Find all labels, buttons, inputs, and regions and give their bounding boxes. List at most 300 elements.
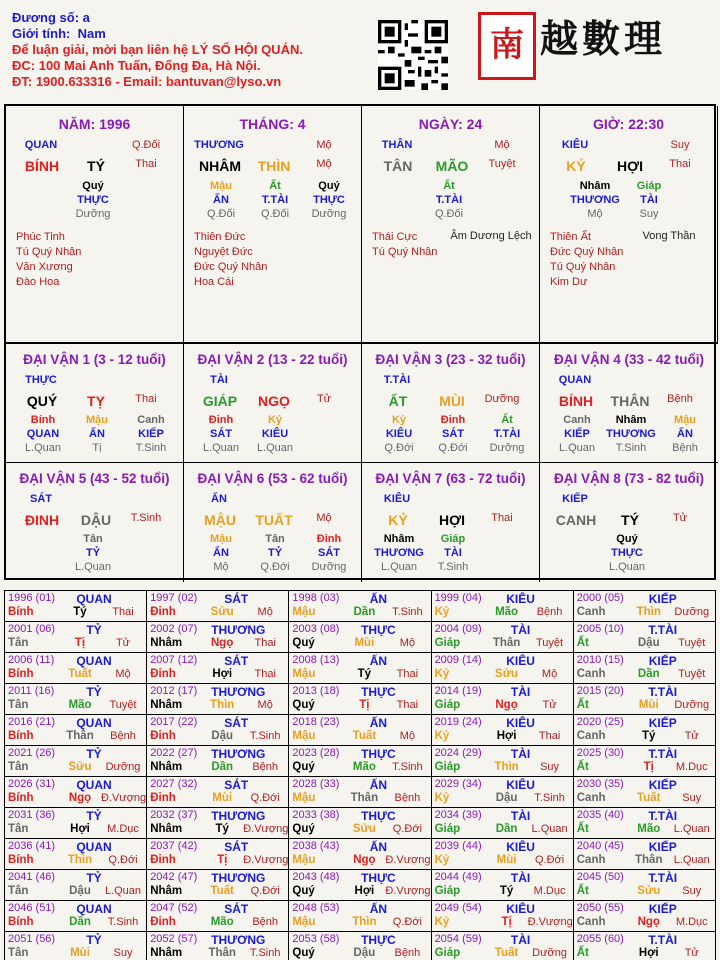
- year-phase: Suy: [113, 947, 133, 959]
- year-cell: [431, 808, 573, 839]
- year-phase: Đ.Vượng: [385, 854, 431, 866]
- year-label: 2049 (54): [434, 902, 482, 914]
- year-chi: Mùi: [638, 699, 659, 711]
- year-phase: Đ.Vượng: [243, 823, 289, 835]
- year-cell: [5, 870, 147, 901]
- year-cell: [147, 591, 289, 622]
- year-label: 2043 (48): [292, 871, 340, 883]
- year-phase: Suy: [682, 885, 702, 897]
- hidden-phase: Tị: [92, 442, 102, 454]
- year-thapthan: TÀI: [510, 809, 531, 823]
- dai-van-thapthan: ẤN: [211, 493, 227, 505]
- year-cell: [431, 932, 573, 960]
- hidden-stem: Mậu: [210, 180, 232, 192]
- dai-van-title: ĐẠI VẬN 1 (3 - 12 tuổi): [23, 352, 166, 367]
- year-chi: Tị: [359, 699, 370, 711]
- year-phase: Mộ: [257, 699, 273, 711]
- year-cell-inner: [289, 932, 430, 960]
- year-chi: Sửu: [210, 606, 234, 618]
- year-label: 2031 (36): [8, 809, 56, 821]
- dai-van-title: ĐẠI VẬN 7 (63 - 72 tuổi): [375, 471, 526, 486]
- year-cell-inner: [147, 808, 288, 838]
- year-phase: Thai: [112, 606, 134, 618]
- hidden-phase: T.Sinh: [437, 561, 469, 573]
- year-label: 2055 (60): [576, 933, 624, 945]
- hidden-phase: L.Quan: [608, 561, 646, 573]
- year-thapthan: SÁT: [224, 778, 249, 792]
- year-cell-inner: [432, 777, 573, 807]
- year-can: Kỷ: [434, 606, 450, 618]
- year-cell-inner: [289, 901, 430, 931]
- year-label: 1996 (01): [8, 592, 56, 604]
- hidden-stem: Đinh: [440, 414, 466, 426]
- year-phase: Tử: [684, 730, 699, 742]
- gioi-tinh-value: Nam: [77, 26, 106, 41]
- hidden-phase: L.Quan: [256, 442, 294, 454]
- year-chi: Hợi: [638, 947, 659, 959]
- year-label: 2036 (41): [8, 840, 56, 852]
- dai-van-title: ĐẠI VẬN 4 (33 - 42 tuổi): [553, 352, 705, 367]
- year-can: Đinh: [150, 668, 176, 680]
- year-chi: Dậu: [495, 792, 518, 804]
- year-cell-inner: [432, 932, 573, 960]
- hidden-thapthan: SÁT: [318, 547, 340, 559]
- dai-van-cell: [184, 463, 362, 582]
- year-phase: Bệnh: [394, 792, 421, 804]
- year-cell: [147, 746, 289, 777]
- pillar-thapthan-can: KIÊU: [561, 139, 589, 151]
- year-label: 2032 (37): [150, 809, 198, 821]
- year-can: Mậu: [292, 792, 316, 804]
- dai-van-title: ĐẠI VẬN 6 (53 - 62 tuổi): [197, 471, 348, 486]
- year-cell: [431, 622, 573, 653]
- year-cell: [5, 684, 147, 715]
- year-phase: Bệnh: [394, 947, 421, 959]
- year-chi: Mùi: [354, 637, 375, 649]
- year-phase: Thai: [396, 699, 419, 711]
- year-chi: Dậu: [353, 947, 376, 959]
- year-chi: Dần: [495, 823, 518, 835]
- year-can: Ất: [576, 885, 589, 897]
- hidden-stem: Mậu: [674, 414, 696, 426]
- year-can: Giáp: [434, 885, 461, 897]
- year-label: 2030 (35): [576, 778, 624, 790]
- dai-van-phase: T.Sinh: [130, 512, 162, 524]
- year-can: Mậu: [292, 606, 316, 618]
- year-cell-inner: [574, 870, 715, 900]
- pillar-phase: Mộ: [316, 158, 332, 170]
- year-chi: Tị: [74, 637, 86, 649]
- year-cell: [431, 870, 573, 901]
- year-can: Nhâm: [150, 761, 183, 773]
- dai-van-can: KỶ: [388, 512, 408, 528]
- pillar-chi: MÃO: [435, 158, 469, 174]
- table-row: [5, 901, 716, 932]
- logo-text: 越數理: [540, 16, 667, 61]
- table-row: [5, 839, 716, 870]
- year-cell-inner: [147, 684, 288, 714]
- year-cell-inner: [147, 715, 288, 745]
- dai-van-thapthan: SÁT: [30, 493, 52, 505]
- year-chi: Thân: [492, 637, 521, 649]
- year-thapthan: TÀI: [510, 933, 531, 947]
- year-thapthan: THƯƠNG: [211, 623, 266, 637]
- year-thapthan: TỶ: [86, 685, 102, 699]
- hidden-thapthan: T.TÀI: [435, 194, 463, 206]
- dai-van-phase: Tử: [316, 393, 332, 405]
- pillar-can: BÍNH: [24, 158, 60, 174]
- hidden-stem: Tân: [265, 533, 285, 545]
- year-label: 2005 (10): [576, 623, 624, 635]
- year-thapthan: QUAN: [76, 716, 112, 730]
- pillar-phase: Thai: [669, 158, 691, 170]
- year-phase: T.Sinh: [534, 792, 565, 804]
- year-cell-inner: [574, 715, 715, 745]
- year-label: 2010 (15): [576, 654, 624, 666]
- dai-van-can: CANH: [555, 512, 597, 528]
- year-label: 2035 (40): [576, 809, 624, 821]
- star-item: Nguyệt Đức: [194, 246, 253, 258]
- year-cell: [289, 901, 431, 932]
- year-phase: Tử: [115, 637, 131, 649]
- year-cell-inner: [432, 870, 573, 900]
- year-cell-inner: [432, 901, 573, 931]
- year-cell-inner: [147, 932, 288, 960]
- year-thapthan: TÀI: [510, 623, 531, 637]
- dai-van-can: ẤT: [388, 393, 408, 409]
- hidden-phase: T.Sinh: [615, 442, 647, 454]
- dai-van-can: ĐINH: [24, 512, 60, 528]
- year-chi: Dần: [353, 606, 376, 618]
- year-cell: [431, 653, 573, 684]
- year-label: 2016 (21): [8, 716, 56, 728]
- hidden-stem: Nhâm: [615, 414, 647, 426]
- star-item: Tú Quý Nhân: [16, 246, 82, 258]
- year-can: Canh: [576, 792, 606, 804]
- year-label: 2044 (49): [434, 871, 482, 883]
- year-cell-inner: [289, 653, 430, 683]
- star-item: Tú Quý Nhân: [372, 246, 438, 258]
- year-chi: Sửu: [68, 761, 92, 773]
- hidden-phase: Q.Đối: [260, 208, 290, 220]
- year-cell: [289, 684, 431, 715]
- year-phase: Tuyệt: [678, 668, 706, 680]
- dai-van-title: ĐẠI VẬN 2 (13 - 22 tuổi): [197, 352, 348, 367]
- year-label: 2020 (25): [576, 716, 624, 728]
- year-can: Mậu: [292, 668, 316, 680]
- duong-so-value: a: [82, 10, 90, 25]
- pillar-can: TÂN: [383, 158, 413, 174]
- year-label: 2017 (22): [150, 716, 198, 728]
- year-thapthan: T.TÀI: [648, 685, 678, 699]
- year-cell-inner: [5, 715, 146, 745]
- year-chi: Mùi: [70, 947, 90, 959]
- year-can: Quý: [292, 947, 315, 959]
- year-phase: Đ.Vượng: [385, 885, 431, 897]
- year-can: Quý: [292, 885, 315, 897]
- year-chi: Hợi: [212, 668, 233, 680]
- year-label: 2021 (26): [8, 747, 56, 759]
- year-cell: [573, 839, 715, 870]
- year-phase: Tử: [542, 699, 557, 711]
- year-label: 2042 (47): [150, 871, 198, 883]
- star-item-right: Âm Dương Lệch: [450, 230, 532, 242]
- year-phase: M.Dục: [675, 916, 708, 928]
- year-phase: Đ.Vượng: [243, 854, 289, 866]
- year-label: 2039 (44): [434, 840, 482, 852]
- contact-line-1: Để luận giải, mời bạn liên hệ LÝ SỐ HỘI QUÁN.: [12, 42, 303, 57]
- hidden-stem: Nhâm: [579, 180, 611, 192]
- star-item: Phúc Tinh: [16, 231, 65, 243]
- year-thapthan: THƯƠNG: [211, 809, 266, 823]
- contact-line-2: ĐC: 100 Mai Anh Tuấn, Đống Đa, Hà Nội.: [12, 58, 261, 73]
- year-thapthan: KIẾP: [648, 840, 677, 854]
- year-cell: [289, 870, 431, 901]
- year-phase: Mộ: [257, 606, 273, 618]
- year-label: 1999 (04): [434, 592, 482, 604]
- year-can: Bính: [8, 916, 34, 928]
- star-item: Thiên Đức: [194, 231, 246, 243]
- dai-van-thapthan: T.TÀI: [383, 374, 411, 386]
- year-cell-inner: [574, 901, 715, 931]
- hidden-thapthan: THỰC: [77, 194, 109, 206]
- year-phase: L.Quan: [673, 854, 710, 866]
- year-label: 2026 (31): [8, 778, 56, 790]
- year-label: 2001 (06): [8, 623, 56, 635]
- year-label: 2027 (32): [150, 778, 198, 790]
- year-thapthan: TỶ: [86, 623, 102, 637]
- year-cell: [431, 715, 573, 746]
- year-cell-inner: [147, 622, 288, 652]
- year-cell-inner: [289, 870, 430, 900]
- year-cell: [573, 932, 715, 960]
- year-phase: Mộ: [115, 668, 131, 680]
- dai-van-chi: NGỌ: [258, 393, 290, 409]
- year-label: 2048 (53): [292, 902, 340, 914]
- pillar-title: NGÀY: 24: [418, 116, 483, 132]
- year-label: 2004 (09): [434, 623, 482, 635]
- hidden-phase: Dưỡng: [311, 561, 347, 573]
- seal-stamp: 南: [478, 12, 536, 80]
- hidden-stem: Đinh: [208, 414, 234, 426]
- hidden-phase: Q.Đới: [438, 442, 468, 454]
- year-cell-inner: [147, 746, 288, 776]
- annual-luck-table: [4, 590, 716, 960]
- hidden-stem: Giáp: [636, 180, 662, 192]
- year-cell-inner: [574, 932, 715, 960]
- hidden-phase: Q.Đới: [260, 561, 290, 573]
- year-cell-inner: [5, 622, 146, 652]
- year-thapthan: ẤN: [369, 840, 388, 854]
- year-cell-inner: [5, 870, 146, 900]
- year-chi: Thìn: [494, 761, 519, 773]
- year-can: Kỷ: [434, 916, 450, 928]
- hidden-thapthan: ẤN: [213, 194, 229, 206]
- stars-list: [372, 230, 437, 260]
- hidden-thapthan: KIẾP: [138, 428, 164, 440]
- dai-van-phase: Tử: [672, 512, 688, 524]
- year-label: 2054 (59): [434, 933, 482, 945]
- year-can: Bính: [8, 730, 34, 742]
- dai-van-thapthan: QUAN: [558, 374, 592, 386]
- dai-van-phase: Bệnh: [667, 393, 693, 405]
- year-cell-inner: [432, 653, 573, 683]
- year-cell-inner: [432, 746, 573, 776]
- year-phase: Suy: [682, 792, 702, 804]
- year-phase: Mộ: [541, 668, 558, 680]
- year-cell-inner: [432, 684, 573, 714]
- dai-van-title: ĐẠI VẬN 5 (43 - 52 tuổi): [19, 471, 170, 486]
- year-cell: [5, 839, 147, 870]
- year-thapthan: THƯƠNG: [211, 685, 266, 699]
- year-cell-inner: [574, 777, 715, 807]
- table-row: [5, 715, 716, 746]
- year-can: Giáp: [434, 761, 461, 773]
- year-phase: L.Quan: [673, 823, 710, 835]
- year-chi: Hợi: [70, 823, 90, 835]
- hidden-thapthan: ẤN: [677, 428, 693, 440]
- hidden-phase: Dưỡng: [75, 208, 111, 220]
- year-phase: T.Sinh: [392, 606, 423, 618]
- year-thapthan: TỶ: [86, 809, 102, 823]
- year-cell: [573, 870, 715, 901]
- hidden-stem: Kỷ: [267, 414, 283, 426]
- hidden-thapthan: THƯƠNG: [374, 547, 424, 559]
- year-chi: Dần: [211, 761, 234, 773]
- year-cell: [5, 777, 147, 808]
- hidden-stem: Nhâm: [383, 533, 415, 545]
- year-can: Tân: [8, 699, 29, 711]
- year-can: Mậu: [292, 916, 316, 928]
- year-can: Bính: [8, 792, 34, 804]
- year-thapthan: T.TÀI: [648, 871, 678, 885]
- year-label: 2022 (27): [150, 747, 198, 759]
- year-thapthan: THỰC: [361, 809, 396, 823]
- year-phase: Suy: [540, 761, 560, 773]
- year-can: Kỷ: [434, 730, 450, 742]
- year-chi: Tị: [501, 916, 512, 928]
- year-cell: [573, 746, 715, 777]
- year-chi: Thìn: [67, 854, 93, 866]
- pillar-phase-top: Mộ: [494, 139, 510, 151]
- year-can: Kỷ: [434, 792, 450, 804]
- year-can: Ất: [576, 823, 589, 835]
- year-thapthan: QUAN: [76, 592, 112, 606]
- year-thapthan: KIÊU: [506, 778, 535, 792]
- year-phase: Mộ: [399, 637, 416, 649]
- year-phase: M.Dục: [533, 885, 566, 897]
- pillar-chi: TÝ: [87, 158, 105, 174]
- year-can: Nhâm: [150, 885, 183, 897]
- year-label: 1998 (03): [292, 592, 340, 604]
- year-cell-inner: [147, 653, 288, 683]
- year-can: Kỷ: [434, 854, 450, 866]
- star-item: Đào Hoa: [16, 276, 60, 288]
- year-cell: [289, 715, 431, 746]
- year-phase: Dưỡng: [674, 606, 710, 618]
- hidden-thapthan: SÁT: [442, 428, 464, 440]
- star-item: Thái Cực: [372, 231, 418, 243]
- year-phase: Đ.Vượng: [101, 792, 147, 804]
- year-chi: Ngọ: [353, 854, 376, 866]
- hidden-phase: Q.Đối: [206, 208, 236, 220]
- year-cell-inner: [5, 839, 146, 869]
- dai-van-chi: DẬU: [80, 512, 112, 528]
- year-label: 2050 (55): [576, 902, 624, 914]
- year-chi: Thân: [350, 792, 379, 804]
- star-item: Đức Quý Nhân: [550, 246, 624, 258]
- year-cell: [289, 839, 431, 870]
- year-cell: [573, 777, 715, 808]
- hidden-stem: Quý: [318, 180, 340, 192]
- year-thapthan: SÁT: [224, 902, 249, 916]
- pillar-phase-top: Mộ: [316, 139, 332, 151]
- year-label: 2018 (23): [292, 716, 340, 728]
- dai-van-cell: [362, 344, 540, 463]
- year-thapthan: KIẾP: [648, 902, 677, 916]
- year-cell: [573, 591, 715, 622]
- dai-van-can: QUÝ: [26, 393, 58, 409]
- year-cell-inner: [432, 839, 573, 869]
- year-thapthan: KIẾP: [648, 716, 677, 730]
- year-can: Giáp: [434, 823, 461, 835]
- year-phase: Q.Đới: [108, 854, 138, 866]
- year-label: 2003 (08): [292, 623, 340, 635]
- dai-van-thapthan: TÀI: [210, 374, 228, 386]
- year-phase: Bệnh: [536, 606, 563, 618]
- year-cell: [5, 808, 147, 839]
- year-can: Tân: [8, 885, 29, 897]
- year-phase: Mộ: [399, 730, 416, 742]
- year-chi: Thân: [66, 730, 94, 742]
- year-can: Ất: [576, 947, 589, 959]
- year-cell-inner: [432, 622, 573, 652]
- year-chi: Ngọ: [495, 699, 518, 711]
- dai-van-can: GIÁP: [202, 393, 238, 409]
- year-cell: [147, 901, 289, 932]
- year-cell: [431, 746, 573, 777]
- year-cell: [5, 622, 147, 653]
- dai-van-can: BÍNH: [558, 393, 594, 409]
- year-cell: [147, 777, 289, 808]
- year-cell: [147, 715, 289, 746]
- year-cell: [431, 684, 573, 715]
- year-can: Canh: [576, 854, 606, 866]
- hidden-thapthan: SÁT: [210, 428, 232, 440]
- year-thapthan: TÀI: [510, 871, 531, 885]
- hidden-phase: Dưỡng: [489, 442, 525, 454]
- year-phase: Dưỡng: [105, 761, 141, 773]
- dai-van-phase: Thai: [135, 393, 157, 405]
- year-chi: Hợi: [354, 885, 375, 897]
- hidden-stem: Mậu: [86, 414, 108, 426]
- year-chi: Thìn: [352, 916, 377, 928]
- pillar-can: NHÂM: [199, 158, 241, 174]
- hidden-phase: L.Quan: [558, 442, 596, 454]
- hidden-thapthan: THỰC: [313, 194, 345, 206]
- hidden-stem: Tân: [83, 533, 103, 545]
- dai-van-cell: [6, 463, 184, 582]
- year-chi: Hợi: [496, 730, 517, 742]
- year-thapthan: THƯƠNG: [211, 871, 266, 885]
- year-can: Nhâm: [150, 699, 183, 711]
- year-cell-inner: [147, 591, 288, 621]
- year-cell-inner: [289, 684, 430, 714]
- year-cell-inner: [5, 746, 146, 776]
- dai-van-thapthan: KIẾP: [562, 493, 588, 505]
- year-chi: Tuất: [637, 792, 661, 804]
- year-label: 2013 (18): [292, 685, 340, 697]
